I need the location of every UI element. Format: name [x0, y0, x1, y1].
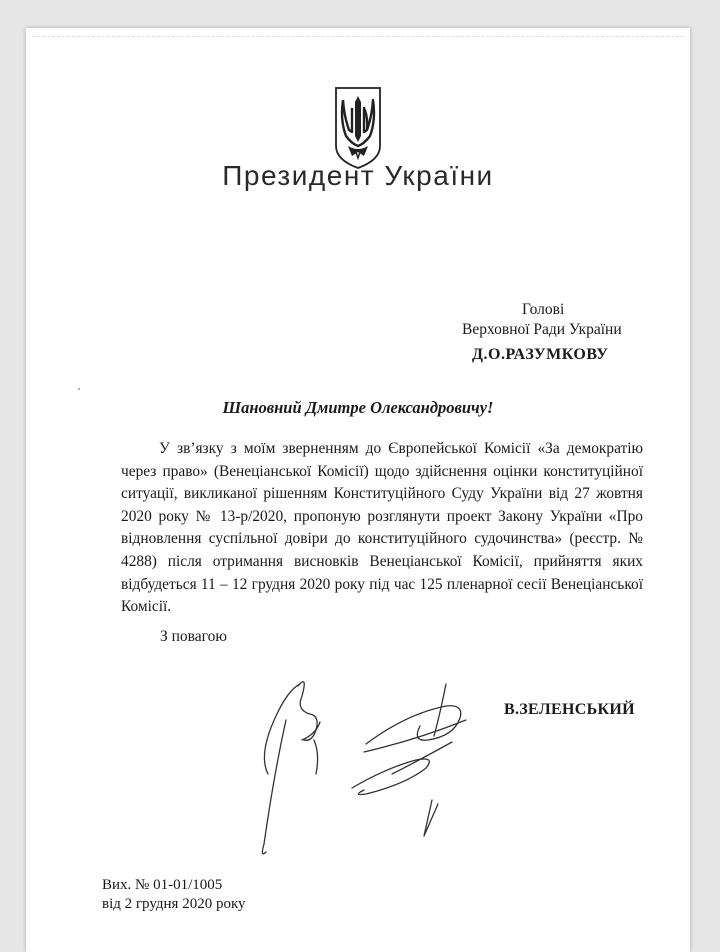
- addressee-position: Голові: [522, 301, 565, 318]
- addressee-organization: Верховної Ради України: [462, 321, 622, 338]
- trident-coat-of-arms-icon: [334, 86, 382, 170]
- handwritten-signature-icon: [216, 644, 476, 874]
- scan-speck: [78, 388, 80, 390]
- addressee-name: Д.О.РАЗУМКОВУ: [472, 346, 609, 363]
- reference-date: від 2 грудня 2020 року: [102, 896, 246, 912]
- outgoing-reference: [102, 876, 246, 914]
- signatory-name: В.ЗЕЛЕНСЬКИЙ: [504, 701, 635, 718]
- reference-number: Вих. № 01-01/1005: [102, 877, 223, 893]
- salutation: Шановний Дмитре Олександровичу!: [222, 398, 494, 417]
- letterhead-title: Президент України: [222, 160, 494, 191]
- closing-phrase: З повагою: [160, 628, 227, 645]
- scan-artifact-line: [32, 36, 684, 38]
- letter-body: У зв’язку з моїм зверненням до Європейської Комісії «За демократію через право» (Венеціанської Комісії) щодо здійснення оцінки конституційної ситуації, викликаної рішенням Конституційного Суду України від 27 жовтня 2020 року № 13-р/2020, пропоную розглянути проект Закону України «Про відновлення суспільної довіри до конституційного судочинства» (реєстр. № 4288) після отримання висновків Венеціанської Комісії, прийняття яких відбудеться 11 – 12 грудня 2020 року під час 125 пленарної сесії Венеціанської Комісії.: [121, 440, 643, 616]
- addressee-block: [462, 300, 652, 340]
- letter-page: [26, 28, 690, 952]
